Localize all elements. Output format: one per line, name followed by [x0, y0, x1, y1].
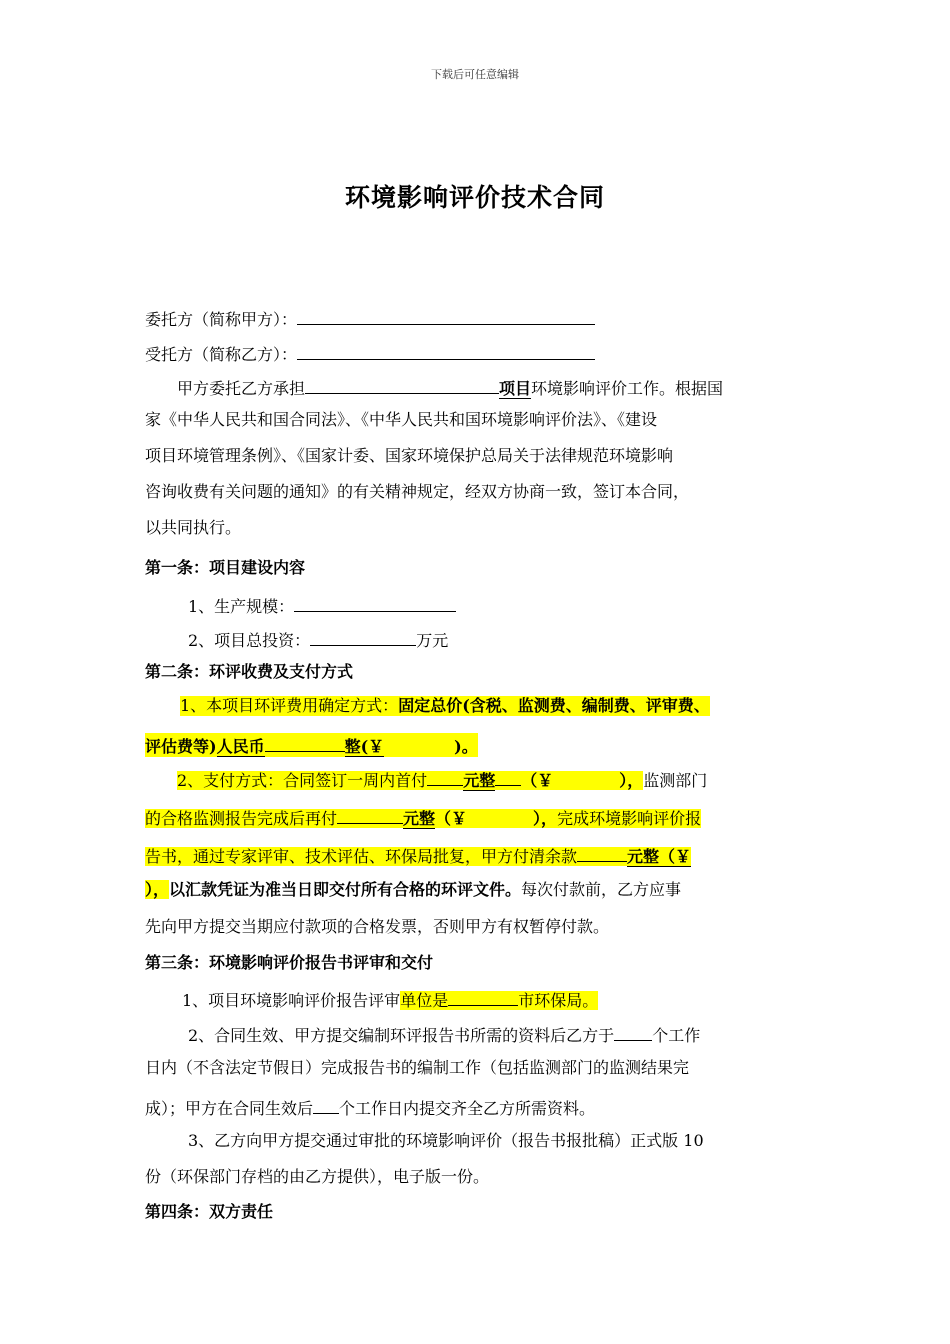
art2-item-1-line-2: 评估费等)人民币 整(￥ )。 — [145, 733, 478, 757]
intro-line-1: 甲方委托乙方承担 项目环境影响评价工作。根据国 — [177, 375, 723, 399]
art2-item-2-line-2: 的合格监测报告完成后再付 元整（￥ ），完成环境影响评价报 — [145, 805, 701, 829]
review-unit-blank[interactable] — [448, 987, 518, 1006]
art2-item-1-line-1: 1、本项目环评费用确定方式：固定总价(含税、监测费、编制费、评审费、 — [180, 696, 710, 715]
art3-item-3-line-2: 份（环保部门存档的由乙方提供），电子版一份。 — [145, 1167, 490, 1186]
art3-item-1: 1、项目环境影响评价报告评审单位是 市环保局。 — [182, 987, 598, 1011]
article-4-heading: 第四条：双方责任 — [145, 1202, 274, 1221]
intro-line-4: 咨询收费有关问题的通知》的有关精神规定，经双方协商一致，签订本合同， — [145, 482, 690, 501]
final-payment-blank[interactable] — [577, 843, 627, 862]
art3-item-2-line-1: 2、合同生效、甲方提交编制环评报告书所需的资料后乙方于 个工作 — [188, 1022, 700, 1046]
art2-item-2-line-1: 2、支付方式：合同签订一周内首付 元整 （￥ ），监测部门 — [177, 767, 707, 791]
article-1-heading: 第一条：项目建设内容 — [145, 558, 306, 577]
art1-item-2: 2、项目总投资： 万元 — [188, 627, 448, 651]
intro-line-5: 以共同执行。 — [145, 518, 242, 537]
contractor-line: 受托方（简称乙方）： — [145, 341, 595, 365]
second-payment-blank[interactable] — [337, 805, 403, 824]
client-blank[interactable] — [297, 306, 595, 325]
art3-item-2-line-3: 成）；甲方在合同生效后 个工作日内提交齐全乙方所需资料。 — [145, 1095, 595, 1119]
project-blank[interactable] — [305, 375, 499, 394]
intro-line-2: 家《中华人民共和国合同法》、《中华人民共和国环境影响评价法》、《建设 — [145, 410, 658, 429]
article-3-heading: 第三条：环境影响评价报告书评审和交付 — [145, 953, 434, 972]
art2-item-2-line-5: 先向甲方提交当期应付款项的合格发票，否则甲方有权暂停付款。 — [145, 917, 610, 936]
contractor-blank[interactable] — [297, 341, 595, 360]
art3-item-3-line-1: 3、乙方向甲方提交通过审批的环境影响评价（报告书报批稿）正式版 10 — [188, 1131, 704, 1150]
investment-blank[interactable] — [310, 627, 416, 646]
materials-days-blank[interactable] — [313, 1095, 339, 1114]
total-fee-blank[interactable] — [265, 733, 345, 752]
art1-item-1: 1、生产规模： — [188, 593, 456, 617]
client-line: 委托方（简称甲方）： — [145, 306, 595, 330]
workdays-blank[interactable] — [614, 1022, 652, 1041]
art2-item-2-line-4: ），以汇款凭证为准当日即交付所有合格的环评文件。每次付款前，乙方应事 — [145, 880, 682, 899]
art2-item-2-line-3: 告书，通过专家评审、技术评估、环保局批复，甲方付清余款 元整（￥ — [145, 843, 691, 867]
art3-item-2-line-2: 日内（不含法定节假日）完成报告书的编制工作（包括监测部门的监测结果完 — [145, 1058, 690, 1077]
intro-line-3: 项目环境管理条例》、《国家计委、国家环境保护总局关于法律规范环境影响 — [145, 446, 674, 465]
page-title: 环境影响评价技术合同 — [344, 183, 605, 212]
first-payment-blank[interactable] — [427, 767, 463, 786]
scale-blank[interactable] — [294, 593, 456, 612]
article-2-heading: 第二条：环评收费及支付方式 — [145, 662, 354, 681]
header-note: 下载后可任意编辑 — [431, 68, 519, 81]
